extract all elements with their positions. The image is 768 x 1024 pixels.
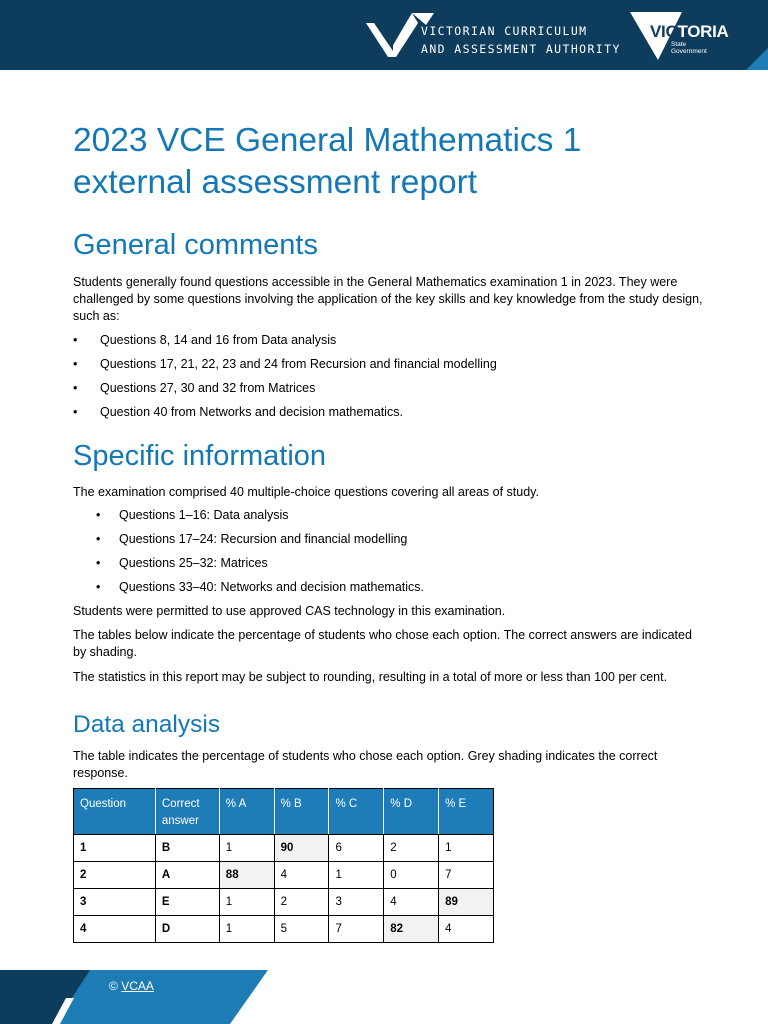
- table-body: [74, 835, 494, 943]
- percent-cell: 0: [384, 862, 439, 889]
- list-item: • Questions 33–40: Networks and decision mathematics.: [96, 580, 425, 594]
- bullet-icon: •: [73, 405, 78, 419]
- percent-cell: 3: [329, 889, 384, 916]
- percent-cell: 4: [439, 916, 494, 943]
- percent-cell: 1: [219, 835, 274, 862]
- table-row: [74, 889, 494, 916]
- percent-cell: 2: [274, 889, 329, 916]
- column-header: % B: [274, 789, 329, 835]
- percent-cell: 4: [384, 889, 439, 916]
- column-header: Question: [74, 789, 156, 835]
- list-item: • Questions 27, 30 and 32 from Matrices: [73, 381, 316, 395]
- percent-cell-correct: 90: [274, 835, 329, 862]
- data-analysis-heading: Data analysis: [73, 711, 221, 738]
- rounding-note-paragraph: The statistics in this report may be subject to rounding, resulting in a total of more or less than 100 per cent.: [73, 670, 668, 684]
- correct-answer-cell: A: [155, 862, 219, 889]
- list-item: • Questions 17–24: Recursion and financial modelling: [96, 532, 408, 546]
- victoria-wordmark: VICTORIA: [650, 22, 729, 41]
- general-comments-heading: General comments: [73, 229, 318, 261]
- column-header: Correct answer: [155, 789, 219, 835]
- table-row: [74, 916, 494, 943]
- bullet-icon: •: [73, 357, 78, 371]
- data-analysis-table: [73, 788, 494, 943]
- column-header: % D: [384, 789, 439, 835]
- percent-cell: 1: [439, 835, 494, 862]
- correct-answer-cell: D: [155, 916, 219, 943]
- question-number-cell: 1: [74, 835, 156, 862]
- percent-cell-correct: 89: [439, 889, 494, 916]
- specific-information-heading: Specific information: [73, 440, 327, 472]
- org-line-1: VICTORIAN CURRICULUM: [421, 24, 588, 38]
- percent-cell: 1: [219, 916, 274, 943]
- org-line-2: AND ASSESSMENT AUTHORITY: [421, 42, 621, 56]
- list-item: • Questions 25–32: Matrices: [96, 556, 268, 570]
- bullet-icon: •: [96, 532, 101, 546]
- copyright-symbol: ©: [109, 979, 118, 993]
- general-comments-paragraph: Students generally found questions accessible in the General Mathematics examination 1 in 2023. They were challenged by some questions involving the application of the key skills and key knowledge from the study design, such as:: [73, 275, 703, 323]
- title-line-2: external assessment report: [73, 164, 478, 201]
- bullet-icon: •: [96, 580, 101, 594]
- question-number-cell: 2: [74, 862, 156, 889]
- column-header: % A: [219, 789, 274, 835]
- percent-cell: 1: [329, 862, 384, 889]
- percent-cell-correct: 88: [219, 862, 274, 889]
- percent-cell: 5: [274, 916, 329, 943]
- list-item: • Questions 8, 14 and 16 from Data analysis: [73, 333, 337, 347]
- percent-cell: 6: [329, 835, 384, 862]
- vcaa-wordmark: [421, 22, 621, 58]
- question-number-cell: 3: [74, 889, 156, 916]
- column-header: % C: [329, 789, 384, 835]
- percent-cell: 7: [329, 916, 384, 943]
- page-header: [0, 0, 768, 70]
- correct-answer-cell: E: [155, 889, 219, 916]
- general-comments-list: [73, 332, 703, 421]
- bullet-icon: •: [96, 556, 101, 570]
- correct-answer-cell: B: [155, 835, 219, 862]
- state-government-label: State Government: [671, 41, 707, 55]
- table-row: [74, 862, 494, 889]
- bullet-icon: •: [73, 333, 78, 347]
- percent-cell: 2: [384, 835, 439, 862]
- table-row: [74, 835, 494, 862]
- vcaa-link[interactable]: VCAA: [121, 979, 154, 993]
- table-header-row: [74, 789, 494, 835]
- question-number-cell: 4: [74, 916, 156, 943]
- percent-cell: 4: [274, 862, 329, 889]
- column-header: % E: [439, 789, 494, 835]
- list-item: • Question 40 from Networks and decision mathematics.: [73, 405, 403, 419]
- percent-cell-correct: 82: [384, 916, 439, 943]
- data-analysis-paragraph: The table indicates the percentage of students who chose each option. Grey shading indicates the correct response.: [73, 749, 658, 780]
- percent-cell: 1: [219, 889, 274, 916]
- page-title: [73, 120, 703, 204]
- bullet-icon: •: [73, 381, 78, 395]
- report-body: [73, 120, 703, 943]
- copyright-notice: [109, 979, 154, 993]
- bullet-icon: •: [96, 508, 101, 522]
- exam-structure-paragraph: The examination comprised 40 multiple-choice questions covering all areas of study.: [73, 485, 539, 499]
- tables-note-paragraph: The tables below indicate the percentage of students who chose each option. The correct answers are indicated by shading.: [73, 628, 692, 659]
- areas-of-study-list: [73, 507, 703, 596]
- list-item: • Questions 1–16: Data analysis: [96, 508, 289, 522]
- list-item: • Questions 17, 21, 22, 23 and 24 from Recursion and financial modelling: [73, 357, 497, 371]
- header-corner-accent: [746, 48, 768, 70]
- percent-cell: 7: [439, 862, 494, 889]
- title-line-1: 2023 VCE General Mathematics 1: [73, 122, 582, 159]
- page-footer: [0, 970, 768, 1024]
- cas-paragraph: Students were permitted to use approved CAS technology in this examination.: [73, 604, 506, 618]
